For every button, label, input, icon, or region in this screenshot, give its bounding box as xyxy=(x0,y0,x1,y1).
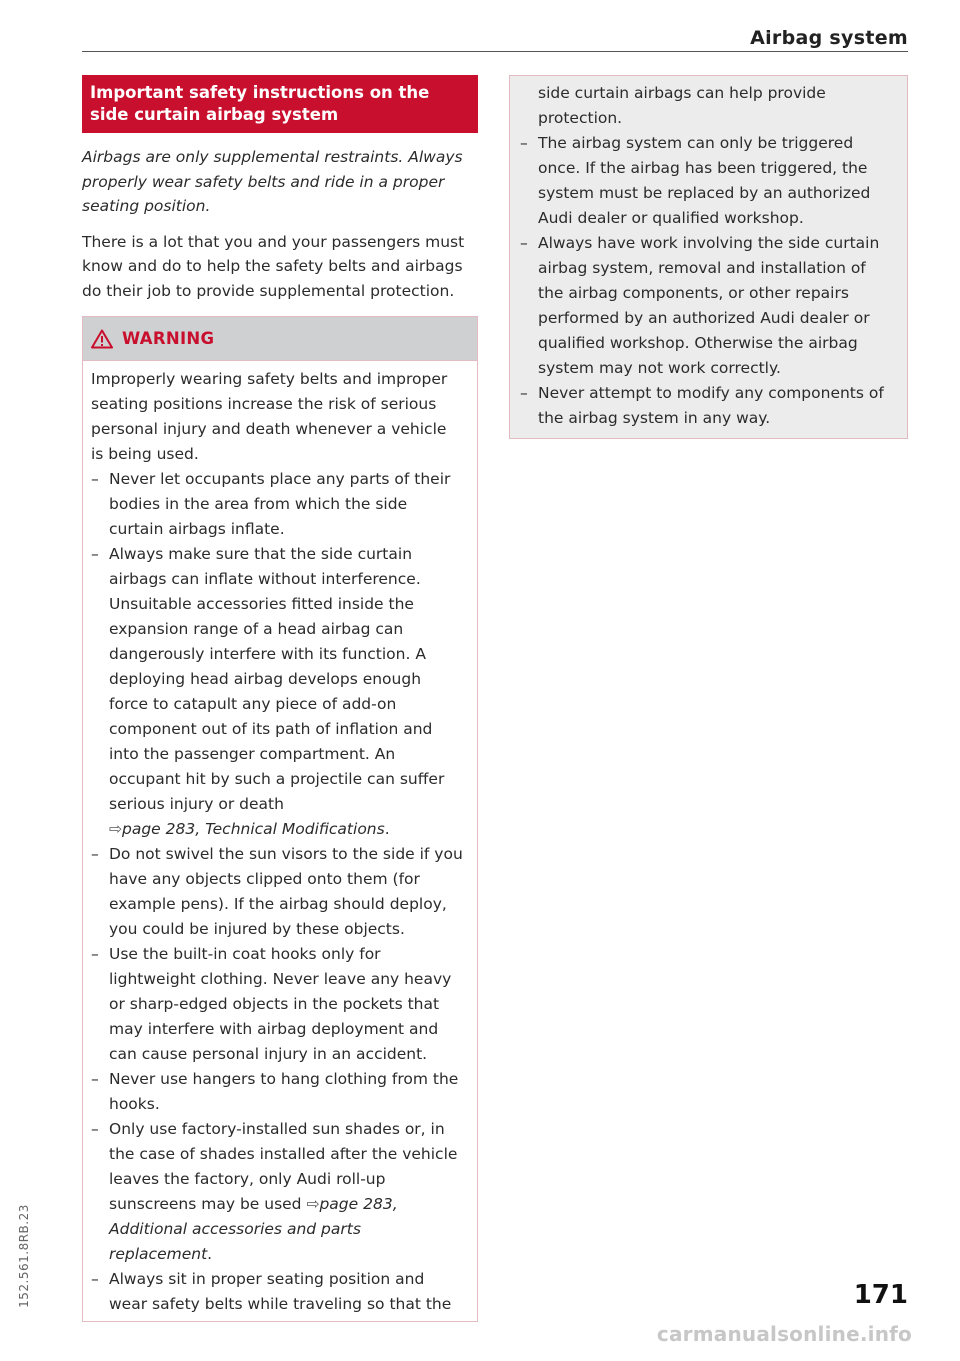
warning-item-1: – Never let occupants place any parts of their bodies in the area from which the side curtain airbags inflate. xyxy=(91,467,463,542)
warning-intro: Improperly wearing safety belts and improper seating positions increase the risk of serious personal injury and death whenever a vehicle is being used. xyxy=(91,370,448,463)
side-document-code: 152.561.8RB.23 xyxy=(17,1204,31,1308)
intro-body-paragraph: There is a lot that you and your passengers must know and do to help the safety belts and airbags do their job to provide supplemental protection. xyxy=(82,232,465,300)
arrow-icon: ⇨ xyxy=(306,1195,320,1213)
warning-item-7: – Always sit in proper seating position and wear safety belts while traveling so that the xyxy=(91,1267,463,1317)
warning-box-continued xyxy=(509,75,908,439)
warning-item-6: – Only use factory-installed sun shades or, in the case of shades installed after the vehicle leaves the factory, only Audi roll-up sunscreens may be used ⇨page 283, Additional accessories and parts replacement. xyxy=(91,1117,463,1267)
warning-item-6-text: Only use factory-installed sun shades or, in the case of shades installed after the vehicle leaves the factory, only Audi roll-up sunscreens may be used xyxy=(109,1120,458,1213)
warning-item-2-text: Always make sure that the side curtain airbags can inflate without interference. Unsuitable accessories fitted inside the expansion range of a head airbag can dangerously interfere with its function. A deploying head airbag develops enough force to catapult any piece of add-on component out of its path of inflation and into the passenger compartment. An occupant hit by such a projectile can suffer serious injury or death xyxy=(109,545,445,813)
warning-list-continued xyxy=(520,131,894,431)
arrow-icon: ⇨ xyxy=(109,820,122,838)
section-title: Important safety instructions on the side curtain airbag system xyxy=(82,75,478,133)
warning-label: WARNING xyxy=(122,329,215,348)
warning-item-9: – Always have work involving the side curtain airbag system, removal and installation of the airbag components, or other repairs performed by an authorized Audi dealer or qualified workshop. Otherwise the airbag system may not work correctly. xyxy=(520,231,894,381)
warning-item-4: – Use the built-in coat hooks only for lightweight clothing. Never leave any heavy or sharp-edged objects in the pockets that may interfere with airbag deployment and can cause personal injury in an accident. xyxy=(91,942,463,1067)
page-reference-link[interactable]: page 283, Technical Modifications xyxy=(122,820,385,838)
warning-list xyxy=(91,467,463,1317)
right-column xyxy=(509,75,908,439)
warning-item-8: – The airbag system can only be triggered once. If the airbag has been triggered, the system must be replaced by an authorized Audi dealer or qualified workshop. xyxy=(520,131,894,231)
warning-item-3: – Do not swivel the sun visors to the side if you have any objects clipped onto them (for example pens). If the airbag should deploy, you could be injured by these objects. xyxy=(91,842,463,942)
intro-italic-paragraph: Airbags are only supplemental restraints. Always properly wear safety belts and ride in a proper seating position. xyxy=(82,148,463,215)
header-rule xyxy=(82,51,908,52)
warning-item-7-continued: side curtain airbags can help provide protection. xyxy=(538,84,826,127)
watermark: carmanualsonline.info xyxy=(656,1322,912,1346)
page-reference-link[interactable]: page 283, Additional accessories and parts replacement xyxy=(109,1195,398,1263)
running-header-title: Airbag system xyxy=(750,27,908,49)
warning-header xyxy=(83,317,477,361)
warning-item-10: – Never attempt to modify any components of the airbag system in any way. xyxy=(520,381,894,431)
warning-item-5: – Never use hangers to hang clothing from the hooks. xyxy=(91,1067,463,1117)
page-number: 171 xyxy=(853,1280,908,1310)
warning-box xyxy=(82,316,478,1322)
warning-item-2: – Always make sure that the side curtain airbags can inflate without interference. Unsuitable accessories fitted inside the expansion range of a head airbag can dangerously interfere with its function. A deploying head airbag develops enough force to catapult any piece of add-on component out of its path of inflation and into the passenger compartment. An occupant hit by such a projectile can suffer serious injury or death ⇨page 283, Technical Modifications. xyxy=(91,542,463,842)
warning-triangle-icon xyxy=(91,329,113,349)
warning-body xyxy=(83,361,477,1321)
left-column xyxy=(82,75,478,1322)
